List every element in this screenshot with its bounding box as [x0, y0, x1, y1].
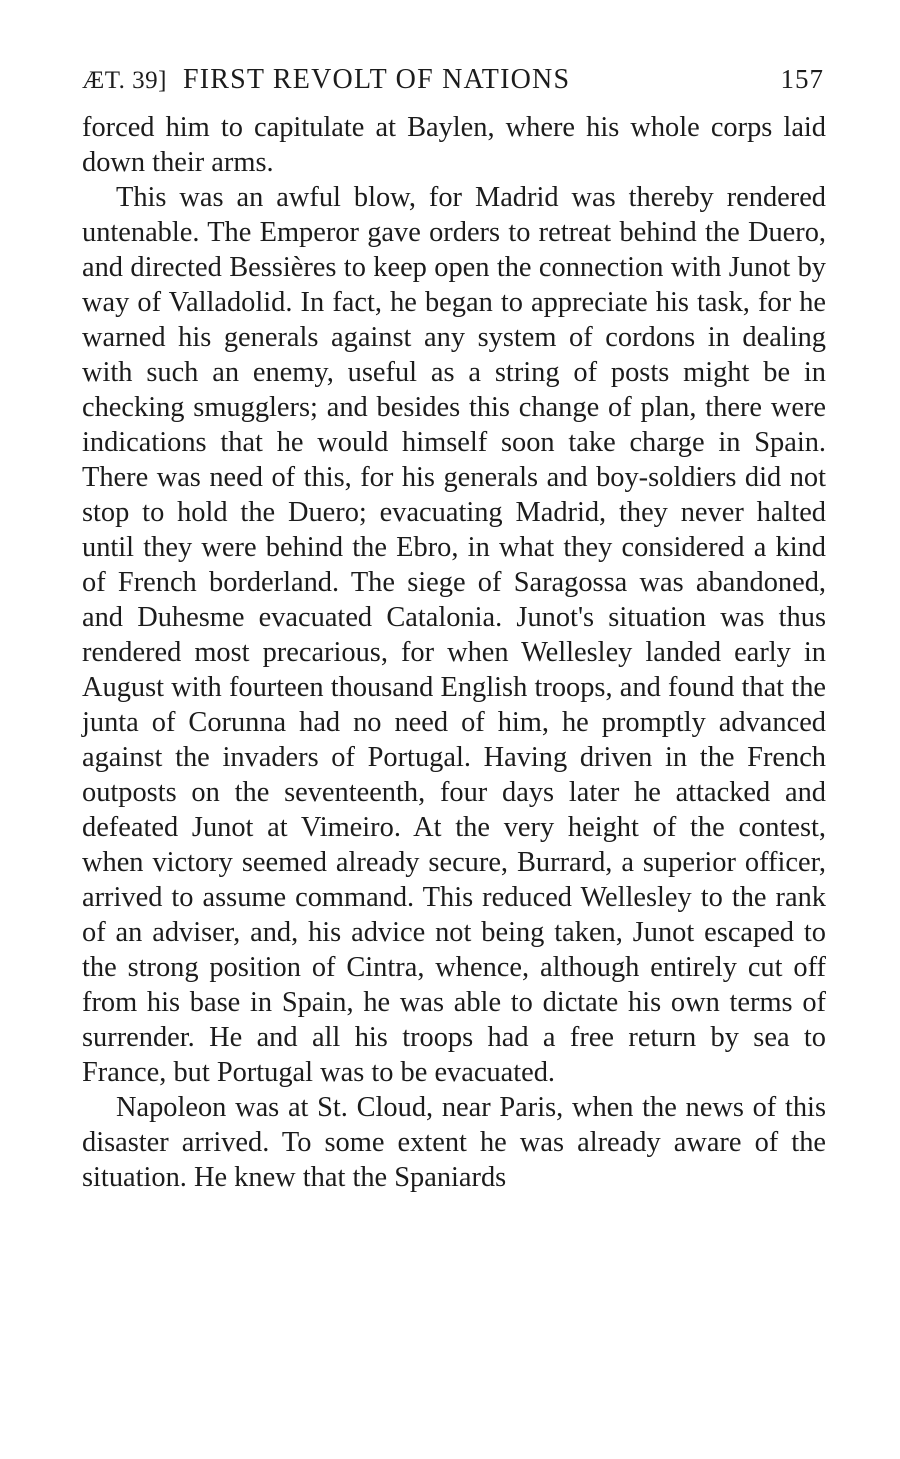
- age-marker: ÆT. 39]: [82, 67, 167, 94]
- book-page: [82, 64, 826, 1195]
- body-text: [82, 110, 826, 1195]
- paragraph-continuation: forced him to capitulate at Baylen, where his whole corps laid down their arms.: [82, 112, 826, 178]
- paragraph-napoleon-st-cloud: Napoleon was at St. Cloud, near Paris, when the news of this disaster arrived. To some extent he was already aware of the situation. He knew that the Spaniards: [82, 1092, 826, 1193]
- running-head: [82, 64, 826, 104]
- running-title: FIRST REVOLT OF NATIONS: [182, 64, 571, 95]
- page-number: 157: [780, 64, 824, 94]
- paragraph-baylen-aftermath: This was an awful blow, for Madrid was thereby rendered untenable. The Emperor gave orders to retreat behind the Duero, and directed Bessières to keep open the connection with Junot by way of Valladolid. In fact, he began to appreciate his task, for he warned his generals against any system of cordons in dealing with such an enemy, useful as a string of posts might be in checking smugglers; and besides this change of plan, there were indications that he would himself soon take charge in Spain. There was need of this, for his generals and boy-soldiers did not stop to hold the Duero; evacuating Madrid, they never halted until they were behind the Ebro, in what they considered a kind of French borderland. The siege of Saragossa was abandoned, and Duhesme evacuated Catalonia. Junot's situation was thus rendered most precarious, for when Wellesley landed early in August with fourteen thousand English troops, and found that the junta of Corunna had no need of him, he promptly advanced against the invaders of Portugal. Having driven in the French outposts on the seventeenth, four days later he attacked and defeated Junot at Vimeiro. At the very height of the contest, when victory seemed already secure, Burrard, a superior officer, arrived to assume command. This reduced Wellesley to the rank of an adviser, and, his advice not being taken, Junot escaped to the strong position of Cintra, whence, although entirely cut off from his base in Spain, he was able to dictate his own terms of surrender. He and all his troops had a free return by sea to France, but Portugal was to be evacuated.: [82, 182, 826, 1088]
